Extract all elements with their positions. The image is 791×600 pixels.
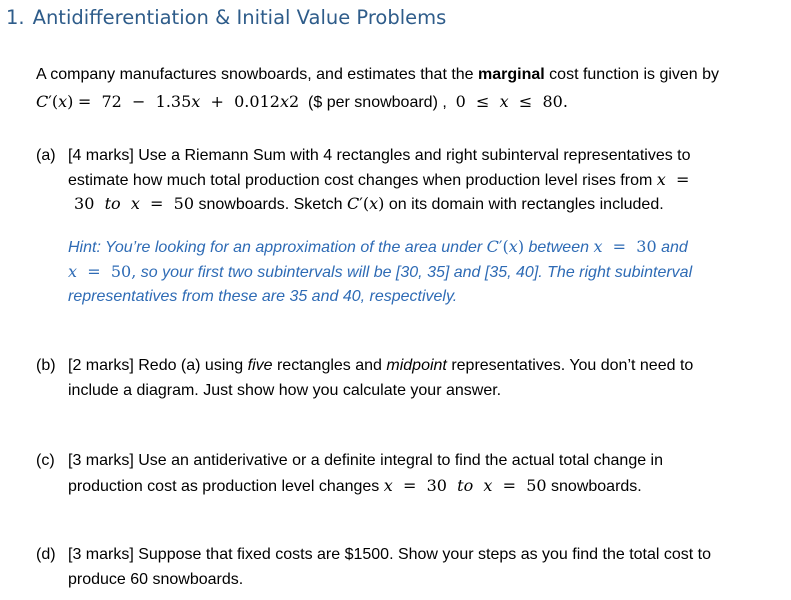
- part-a-line-2: estimate how much total production cost changes when production level rises from x =: [68, 170, 690, 189]
- part-c-label: (c): [36, 452, 55, 469]
- part-c-line-2: production cost as production level changes x = 30 to x = 50 snowboards.: [68, 476, 642, 495]
- marginal-keyword: marginal: [478, 66, 545, 83]
- cost-function-expression: = 72 − 1.35x + 0.012x2: [77, 92, 300, 111]
- section-heading: [6, 6, 446, 29]
- part-d-line-1: [3 marks] Suppose that fixed costs are $1500. Show your steps as you find the total cost to: [68, 546, 712, 563]
- hint-line-1: Hint: You’re looking for an approximation of the area under C′(x) between x = 30 and: [68, 237, 688, 256]
- part-b-line-1: [2 marks] Redo (a) using five rectangles and midpoint representatives. You don’t need to: [68, 357, 694, 374]
- part-a-line-1: [4 marks] Use a Riemann Sum with 4 rectangles and right subinterval representatives to: [68, 147, 691, 164]
- part-c-line-1: [3 marks] Use an antiderivative or a definite integral to find the actual total change in: [68, 452, 664, 469]
- section-title: Antidifferentiation & Initial Value Problems: [32, 6, 447, 29]
- hint-line-3: representatives from these are 35 and 40, respectively.: [68, 288, 458, 305]
- cost-unit: ($ per snowboard) ,: [308, 94, 447, 111]
- intro-line-1: A company manufactures snowboards, and estimates that the marginal cost function is given by: [36, 66, 720, 83]
- intro-line-2: [36, 92, 568, 113]
- section-number: 1.: [6, 6, 25, 29]
- part-a-line-3: 30 to x = 50 snowboards. Sketch C′(x) on its domain with rectangles included.: [74, 194, 664, 213]
- part-d-label: (d): [36, 546, 56, 563]
- cost-function-name: C′(x): [36, 92, 74, 111]
- hint-line-2: x = 50, so your first two subintervals will be [30, 35] and [35, 40]. The right subinterval: [68, 262, 693, 281]
- part-b-label: (b): [36, 357, 56, 374]
- cost-domain: 0 ≤ x ≤ 80.: [455, 92, 568, 111]
- part-a-label: (a): [36, 147, 56, 164]
- part-d-line-2: produce 60 snowboards.: [68, 571, 244, 588]
- part-b-line-2: include a diagram. Just show how you calculate your answer.: [68, 382, 502, 399]
